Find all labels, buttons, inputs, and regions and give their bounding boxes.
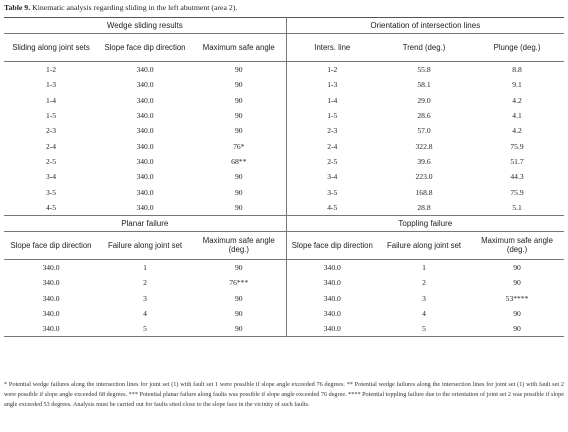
intersection-line-cell: 1-3 <box>327 80 338 90</box>
trend-cell: 55.8 <box>417 65 431 75</box>
intersection-line-cell: 2-3 <box>327 126 338 136</box>
wedge-slope-face-dip-direction-cell: 340.0 <box>136 172 154 182</box>
table-row <box>4 123 564 138</box>
sliding-joint-sets-cell: 1-5 <box>45 111 57 121</box>
planar-maximum-safe-angle-cell: 90 <box>192 321 286 337</box>
planar-maximum-safe-angle-cell: 76*** <box>192 275 286 290</box>
toppling-maximum-safe-angle-cell: 90 <box>513 309 521 318</box>
table-row <box>4 154 564 169</box>
wedge-slope-face-dip-direction-cell: 340.0 <box>136 111 154 121</box>
wedge-slope-face-dip-direction-cell: 340.0 <box>136 202 154 212</box>
trend-cell: 28.6 <box>417 111 431 121</box>
caption-text: Kinematic analysis regarding sliding in the left abutment (area 2). <box>32 3 238 12</box>
table-caption <box>4 3 237 12</box>
table-row <box>4 306 564 321</box>
toppling-slope-face-dip-direction-cell: 340.0 <box>323 278 341 288</box>
col-header-planar-maximum-safe-angle: Maximum safe angle (deg.) <box>192 231 286 259</box>
toppling-maximum-safe-angle-cell: 90 <box>470 321 564 337</box>
plunge-cell: 5.1 <box>512 202 522 212</box>
wedge-slope-face-dip-direction-cell: 340.0 <box>136 65 154 75</box>
planar-slope-face-dip-direction-cell: 340.0 <box>4 321 98 337</box>
trend-cell: 223.0 <box>415 172 433 182</box>
table-row <box>4 93 564 108</box>
table-row <box>4 200 564 216</box>
trend-cell: 57.0 <box>417 126 431 136</box>
col-header-slope-face-dip-direction: Slope face dip direction <box>98 34 192 62</box>
intersection-line-cell: 2-4 <box>327 141 338 151</box>
trend-cell: 322.8 <box>415 141 433 151</box>
planar-maximum-safe-angle-cell: 90 <box>192 259 286 275</box>
table-body <box>4 18 564 337</box>
sliding-joint-sets-cell: 3-4 <box>45 172 57 182</box>
table-row <box>4 169 564 184</box>
col-header-toppling-maximum-safe-angle: Maximum safe angle (deg.) <box>470 231 564 259</box>
toppling-slope-face-dip-direction-cell: 340.0 <box>323 263 341 273</box>
planar-maximum-safe-angle-cell: 90 <box>192 306 286 321</box>
sliding-joint-sets-cell: 1-4 <box>45 95 57 105</box>
wedge-slope-face-dip-direction-cell: 340.0 <box>136 141 154 151</box>
plunge-cell: 51.7 <box>510 156 524 166</box>
toppling-failure-joint-set-cell: 4 <box>422 309 426 318</box>
planar-failure-joint-set-cell: 3 <box>143 293 147 303</box>
plunge-cell: 75.9 <box>510 141 524 151</box>
plunge-cell: 4.2 <box>512 95 522 105</box>
wedge-maximum-safe-angle-cell: 90 <box>192 200 286 216</box>
sliding-joint-sets-cell: 1-2 <box>45 65 57 75</box>
planar-toppling-group-header-row <box>4 215 564 231</box>
wedge-maximum-safe-angle-cell: 90 <box>192 169 286 184</box>
wedge-maximum-safe-angle-cell: 68** <box>192 154 286 169</box>
toppling-slope-face-dip-direction-cell: 340.0 <box>323 309 341 318</box>
toppling-slope-face-dip-direction-cell: 340.0 <box>286 321 378 337</box>
toppling-failure-joint-set-cell: 3 <box>422 293 426 303</box>
intersection-line-cell: 1-2 <box>327 65 338 75</box>
col-header-toppling-slope-face-dip-direction: Slope face dip direction <box>286 231 378 259</box>
toppling-maximum-safe-angle-cell: 90 <box>513 278 521 288</box>
planar-group-title: Planar failure <box>4 215 286 231</box>
plunge-cell: 75.9 <box>510 187 524 197</box>
wedge-slope-face-dip-direction-cell: 340.0 <box>136 95 154 105</box>
trend-cell: 29.0 <box>417 95 431 105</box>
kinematic-analysis-table <box>4 17 564 337</box>
plunge-cell: 4.1 <box>512 111 522 121</box>
toppling-failure-joint-set-cell: 5 <box>378 321 470 337</box>
wedge-slope-face-dip-direction-cell: 340.0 <box>136 187 154 197</box>
col-header-plunge: Plunge (deg.) <box>470 34 564 62</box>
col-header-inters-line: Inters. line <box>286 34 378 62</box>
intersection-line-cell: 3-4 <box>327 172 338 182</box>
toppling-slope-face-dip-direction-cell: 340.0 <box>323 293 341 303</box>
toppling-maximum-safe-angle-cell: 53**** <box>505 293 529 303</box>
table-row <box>4 108 564 123</box>
trend-cell: 28.8 <box>417 202 431 212</box>
trend-cell: 39.6 <box>417 156 431 166</box>
toppling-maximum-safe-angle-cell: 90 <box>513 263 521 273</box>
sliding-joint-sets-cell: 2-4 <box>45 141 57 151</box>
wedge-maximum-safe-angle-cell: 90 <box>192 93 286 108</box>
intersection-line-cell: 2-5 <box>327 156 338 166</box>
wedge-slope-face-dip-direction-cell: 340.0 <box>136 126 154 136</box>
wedge-maximum-safe-angle-cell: 90 <box>192 123 286 138</box>
table-row <box>4 275 564 290</box>
table-row <box>4 259 564 275</box>
toppling-failure-joint-set-cell: 1 <box>422 263 426 273</box>
toppling-group-title: Toppling failure <box>286 215 564 231</box>
sliding-joint-sets-cell: 2-3 <box>45 126 57 136</box>
toppling-failure-joint-set-cell: 2 <box>422 278 426 288</box>
trend-cell: 168.8 <box>415 187 433 197</box>
intersection-line-cell: 4-5 <box>327 202 338 212</box>
table-row <box>4 184 564 199</box>
plunge-cell: 9.1 <box>512 80 522 90</box>
wedge-slope-face-dip-direction-cell: 340.0 <box>136 80 154 90</box>
wedge-maximum-safe-angle-cell: 90 <box>192 184 286 199</box>
planar-failure-joint-set-cell: 4 <box>143 309 147 318</box>
col-header-toppling-failure-along-joint-set: Failure along joint set <box>378 231 470 259</box>
sliding-joint-sets-cell: 4-5 <box>45 202 57 212</box>
col-header-trend: Trend (deg.) <box>378 34 470 62</box>
planar-failure-joint-set-cell: 5 <box>98 321 192 337</box>
wedge-slope-face-dip-direction-cell: 340.0 <box>136 156 154 166</box>
col-header-planar-slope-face-dip-direction: Slope face dip direction <box>4 231 98 259</box>
table-row <box>4 77 564 92</box>
wedge-column-header-row <box>4 34 564 62</box>
wedge-maximum-safe-angle-cell: 90 <box>192 77 286 92</box>
sliding-joint-sets-cell: 1-3 <box>45 80 57 90</box>
wedge-maximum-safe-angle-cell: 90 <box>192 108 286 123</box>
orientation-group-title: Orientation of intersection lines <box>286 18 564 34</box>
planar-slope-face-dip-direction-cell: 340.0 <box>42 309 60 318</box>
intersection-line-cell: 1-4 <box>327 95 338 105</box>
trend-cell: 58.1 <box>417 80 431 90</box>
plunge-cell: 44.3 <box>510 172 524 182</box>
planar-slope-face-dip-direction-cell: 340.0 <box>42 293 60 303</box>
table-row <box>4 291 564 306</box>
sliding-joint-sets-cell: 2-5 <box>45 156 57 166</box>
wedge-group-title: Wedge sliding results <box>4 18 286 34</box>
col-header-sliding-along-joint-sets: Sliding along joint sets <box>4 34 98 62</box>
table-footnote: * Potential wedge failures along the intersection lines for joint set (1) with fault set 1 were possible if slope angle exceeded 76 degrees. ** Potential wedge failures along the intersection lines for joint set (1) with fault set 2 were possible if slope angle exceeded 68 degrees. *** Potential planar failure along faults was possible if slope angle exceeded 76 degree. **** Potential toppling failure due to the orientation of joint set 2 was possible if slope angle exceeded 53 degrees. Analysis must be carried out for faults sited close to the slope face in the vicinity of such faults. <box>4 381 564 408</box>
planar-maximum-safe-angle-cell: 90 <box>192 291 286 306</box>
planar-slope-face-dip-direction-cell: 340.0 <box>42 263 60 273</box>
table-row <box>4 138 564 153</box>
wedge-maximum-safe-angle-cell: 90 <box>192 62 286 78</box>
col-header-maximum-safe-angle: Maximum safe angle <box>192 34 286 62</box>
planar-slope-face-dip-direction-cell: 340.0 <box>42 278 60 288</box>
wedge-group-header-row <box>4 18 564 34</box>
sliding-joint-sets-cell: 3-5 <box>45 187 57 197</box>
wedge-maximum-safe-angle-cell: 76* <box>192 138 286 153</box>
intersection-line-cell: 3-5 <box>327 187 338 197</box>
planar-failure-joint-set-cell: 1 <box>143 263 147 273</box>
table-row <box>4 321 564 337</box>
planar-toppling-column-header-row <box>4 231 564 259</box>
col-header-planar-failure-along-joint-set: Failure along joint set <box>98 231 192 259</box>
table-row <box>4 62 564 78</box>
intersection-line-cell: 1-5 <box>327 111 338 121</box>
plunge-cell: 4.2 <box>512 126 522 136</box>
caption-label: Table 9. <box>4 3 31 12</box>
planar-failure-joint-set-cell: 2 <box>143 278 147 288</box>
plunge-cell: 8.8 <box>512 65 522 75</box>
